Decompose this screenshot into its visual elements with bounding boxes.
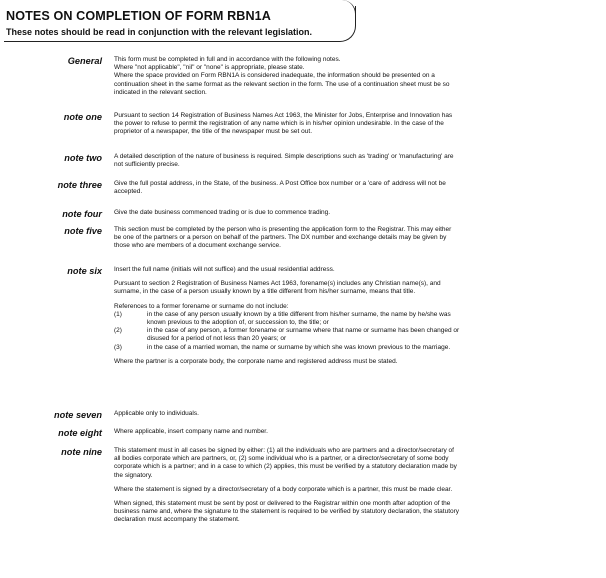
reference-item	[114, 344, 590, 352]
note-label: note nine	[61, 447, 102, 457]
text-line: in the case of any person, a former forename or surname where that name or surname has been changed or	[147, 327, 460, 335]
reference-number: (2)	[114, 327, 122, 335]
text-line: This form must be completed in full and in accordance with the following notes.	[114, 56, 341, 63]
text-line: proprietor of a newspaper, the title of the newspaper must be set out.	[114, 128, 313, 136]
text-line: be one of the partners or a person on behalf of the partners. The DX number and exchange details may be given by	[114, 234, 447, 242]
text-line: Insert the full name (initials will not suffice) and the usual residential address.	[114, 266, 335, 273]
text-line: This section must be completed by the person who is presenting the application form to the Registrar. This may either	[114, 226, 452, 233]
note-body	[114, 153, 590, 169]
text-line: the power to refuse to permit the registration of any name which is in his/her opinion undesirable. In the case of the	[114, 120, 444, 128]
reference-number: (3)	[114, 343, 122, 351]
text-line: Give the full postal address, in the State, of the business. A Post Office box number or a 'care of' address will not be	[114, 180, 446, 187]
text-line: Give the date business commenced trading or is due to commence trading.	[114, 209, 331, 216]
text-line: the signatory.	[114, 471, 153, 479]
note-body	[114, 56, 590, 97]
text-line: those who are members of a document exchange service.	[114, 242, 281, 250]
text-line: This statement must in all cases be signed by either: (1) all the individuals who are partners and a director/secretary of	[114, 447, 454, 454]
note-label: General	[67, 56, 102, 66]
note-label: note five	[64, 226, 102, 236]
paragraph	[114, 486, 590, 494]
text-line: in the case of any person usually known by a title different from his/her surname, the name by he/she was	[147, 310, 451, 318]
text-line: not sufficiently precise.	[114, 161, 180, 169]
text-line: Pursuant to section 2 Registration of Business Names Act 1963, forename(s) includes any Christian name(s), and	[114, 280, 441, 288]
note-body	[114, 226, 590, 251]
text-line: Where "not applicable", "nil" or "none" is appropriate, please state.	[114, 64, 305, 72]
note-label: note six	[67, 266, 102, 276]
paragraph	[114, 447, 590, 480]
note-label: note three	[57, 180, 102, 190]
paragraph	[114, 358, 590, 366]
text-line: A detailed description of the nature of business is required. Simple descriptions such as 'trading' or 'manufacturing' are	[114, 153, 454, 160]
note-body	[114, 266, 590, 366]
text-line: indicated in the relevant section.	[114, 88, 207, 96]
text-line: accepted.	[114, 188, 143, 196]
text-line: known previous to the adoption of, or succession to, the title; or	[147, 319, 329, 327]
text-line: Where the statement is signed by a director/secretary of a body corporate which is a partner, this must be made clear.	[114, 485, 453, 493]
note-label: note seven	[54, 410, 102, 420]
note-label: note eight	[58, 428, 102, 438]
note-label: note one	[63, 112, 102, 122]
page-title: NOTES ON COMPLETION OF FORM RBN1A	[6, 9, 271, 23]
paragraph	[114, 280, 590, 296]
note-body	[114, 112, 590, 137]
reference-number: (1)	[114, 310, 122, 318]
text-line: Where the space provided on Form RBN1A is considered inadequate, the information should be presented on a	[114, 72, 435, 80]
text-line: in the case of a married woman, the name or surname by which she was known previous to the marriage.	[147, 343, 451, 351]
note-label: note two	[64, 153, 102, 163]
text-line: Pursuant to section 14 Registration of Business Names Act 1963, the Minister for Jobs, Enterprise and Innovation has	[114, 112, 453, 119]
note-body	[114, 428, 590, 436]
text-line: declaration must accompany the statement.	[114, 516, 240, 524]
text-line: business name and, where the signature to the statement is required to be verified by statutory declaration, the statutory	[114, 508, 460, 516]
text-line: disused for a period of not less than 20 years; or	[147, 335, 287, 343]
text-line: Applicable only to individuals.	[114, 410, 199, 417]
text-line: corporate which is a partner; and in a case to which (2) applies, this must be verified by a statutory declaration made by	[114, 463, 457, 471]
text-line: Where the partner is a corporate body, the corporate name and registered address must be stated.	[114, 357, 398, 365]
reference-item	[114, 327, 590, 343]
reference-item	[114, 311, 590, 327]
paragraph	[114, 266, 590, 274]
note-label: note four	[62, 209, 102, 219]
text-line: continuation sheet in the same format as the relevant section in the form. The use of a continuation sheet must be so	[114, 80, 450, 88]
paragraph	[114, 303, 590, 352]
note-body	[114, 410, 590, 418]
text-line: surname, in the case of a person usually known by a title different from his/her surname, means that title.	[114, 288, 416, 296]
text-line: Where applicable, insert company name and number.	[114, 428, 268, 435]
note-body	[114, 447, 590, 525]
text-line: When signed, this statement must be sent by post or delivered to the Registrar within one month after adoption of the	[114, 500, 451, 508]
paragraph	[114, 500, 590, 525]
note-body	[114, 209, 590, 217]
references-heading: References to a former forename or surname do not include:	[114, 302, 289, 310]
note-body	[114, 180, 590, 196]
page-subtitle: These notes should be read in conjunction with the relevant legislation.	[6, 27, 313, 37]
text-line: all bodies corporate which are partners, or, (2) some individual who is a partner, or a director/secretary of some body	[114, 455, 449, 463]
